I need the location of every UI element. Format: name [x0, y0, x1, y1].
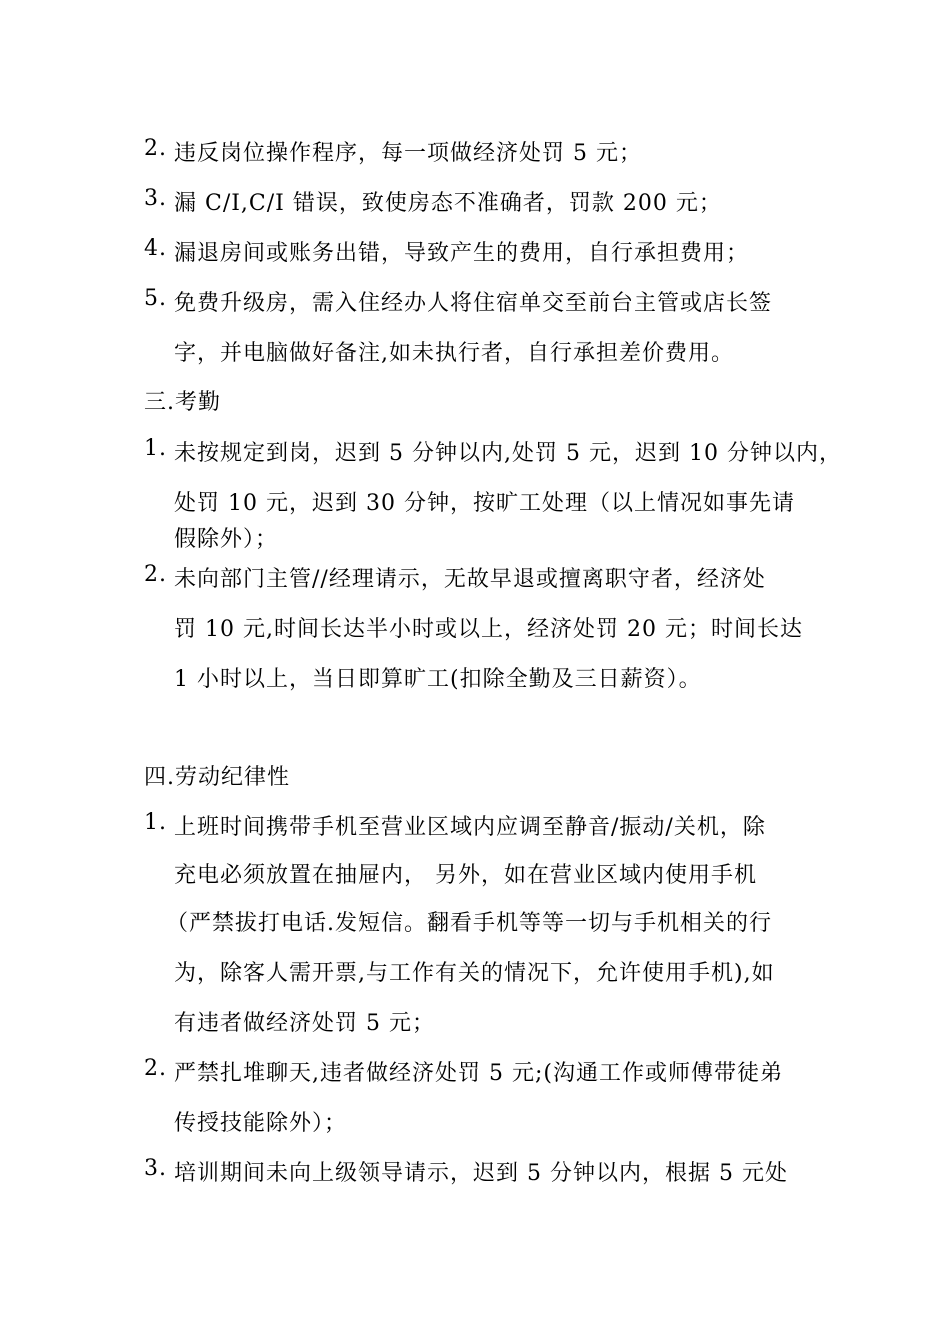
item-line: 传授技能除外）；	[174, 1111, 348, 1136]
item-line: 罚 10 元,时间长达半小时或以上，经济处罚 20 元；时间长达	[174, 617, 803, 642]
item-number: 1.	[144, 810, 167, 835]
item-line: 漏退房间或账务出错，导致产生的费用，自行承担费用；	[174, 241, 750, 266]
item-number: 5.	[144, 286, 167, 311]
item-line: 培训期间未向上级领导请示，迟到 5 分钟以内，根据 5 元处	[174, 1161, 788, 1186]
item-line: 1 小时以上，当日即算旷工(扣除全勤及三日薪资）。	[174, 667, 702, 692]
section-heading-attendance: 三.考勤	[144, 390, 221, 415]
item-line: （严禁拔打电话.发短信。翻看手机等等一切与手机相关的行	[166, 911, 772, 936]
item-line: 未按规定到岗，迟到 5 分钟以内,处罚 5 元，迟到 10 分钟以内，	[174, 441, 842, 466]
item-line: 违反岗位操作程序，每一项做经济处罚 5 元；	[174, 141, 642, 166]
item-line: 免费升级房，需入住经办人将住宿单交至前台主管或店长签	[174, 291, 773, 316]
section-heading-discipline: 四.劳动纪律性	[144, 765, 290, 790]
item-line: 漏 C/I,C/I 错误，致使房态不准确者，罚款 200 元；	[174, 191, 722, 216]
item-number: 4.	[144, 236, 167, 261]
item-number: 1.	[144, 436, 167, 461]
item-line: 有违者做经济处罚 5 元；	[174, 1011, 435, 1036]
item-number: 2.	[144, 136, 167, 161]
item-number: 3.	[144, 1156, 167, 1181]
item-line: 为，除客人需开票,与工作有关的情况下，允许使用手机),如	[174, 961, 775, 986]
item-line: 字，并电脑做好备注,如未执行者，自行承担差价费用。	[174, 341, 734, 366]
item-number: 3.	[144, 186, 167, 211]
item-line: 假除外）；	[174, 527, 279, 552]
item-line: 未向部门主管//经理请示，无故早退或擅离职守者，经济处	[174, 567, 766, 592]
item-line: 充电必须放置在抽屉内， 另外，如在营业区域内使用手机	[174, 863, 757, 888]
item-number: 2.	[144, 1056, 167, 1081]
item-line: 严禁扎堆聊天,违者做经济处罚 5 元;(沟通工作或师傅带徒弟	[174, 1061, 783, 1086]
item-number: 2.	[144, 562, 167, 587]
item-line: 上班时间携带手机至营业区域内应调至静音/振动/关机，除	[174, 815, 766, 840]
item-line: 处罚 10 元，迟到 30 分钟，按旷工处理（以上情况如事先请	[174, 491, 795, 516]
